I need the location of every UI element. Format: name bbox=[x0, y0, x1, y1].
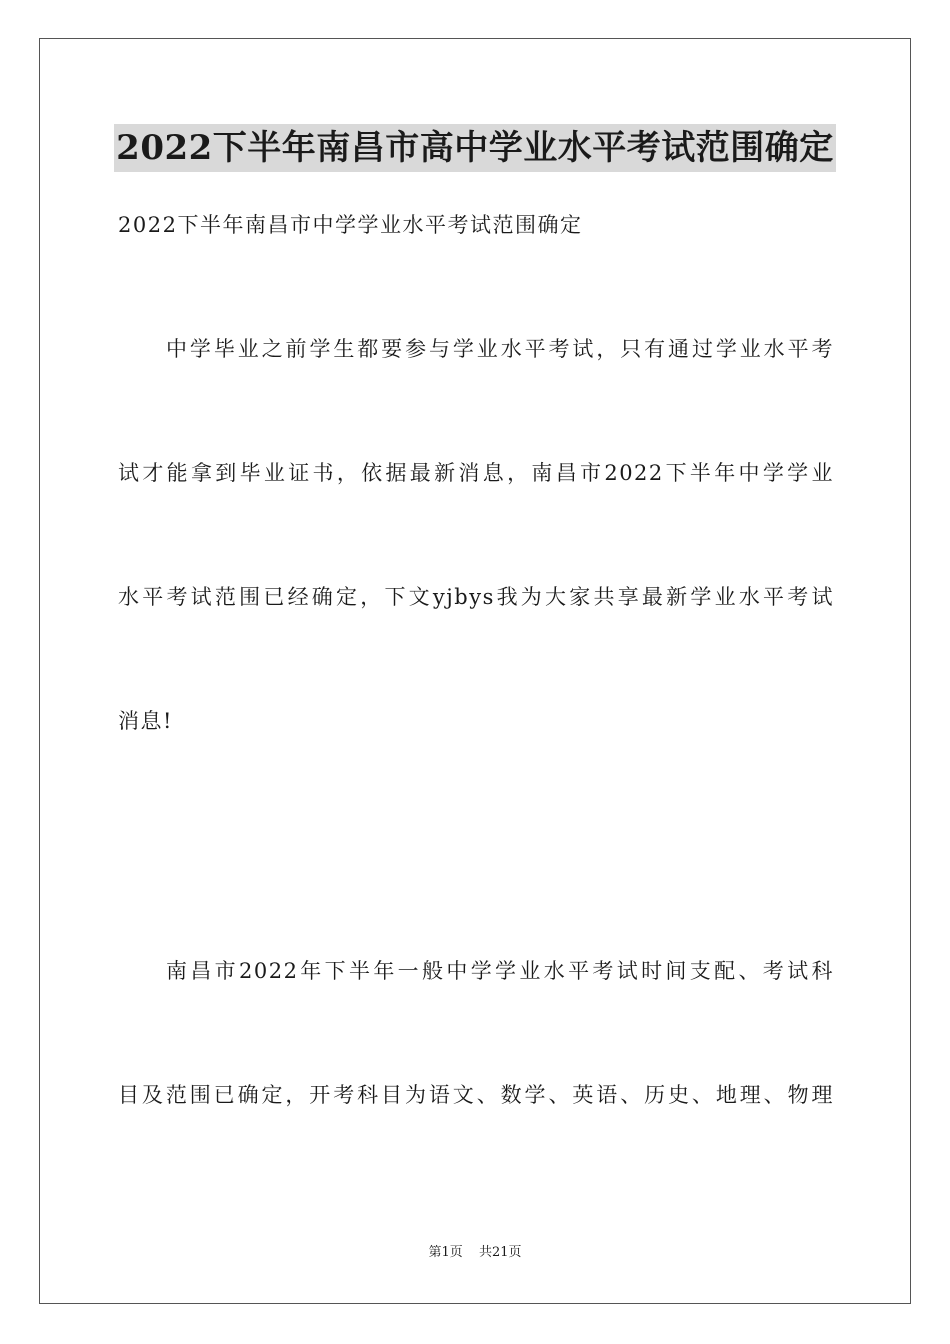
paragraph-2-line-1: 南昌市2022年下半年一般中学学业水平考试时间支配、考试科 bbox=[166, 959, 834, 983]
document-title: 2022下半年南昌市高中学业水平考试范围确定 bbox=[114, 124, 836, 172]
page-footer bbox=[0, 1244, 950, 1262]
document-subtitle: 2022下半年南昌市中学学业水平考试范围确定 bbox=[118, 213, 583, 237]
paragraph-1-line-3: 水平考试范围已经确定，下文yjbys我为大家共享最新学业水平考试 bbox=[118, 585, 834, 609]
paragraph-2-line-2: 目及范围已确定，开考科目为语文、数学、英语、历史、地理、物理 bbox=[118, 1083, 834, 1107]
paragraph-1-line-2: 试才能拿到毕业证书，依据最新消息，南昌市2022下半年中学学业 bbox=[118, 461, 834, 485]
page-number-current: 第1页 bbox=[428, 1245, 463, 1260]
paragraph-1-line-1: 中学毕业之前学生都要参与学业水平考试，只有通过学业水平考 bbox=[166, 337, 834, 361]
title-container bbox=[0, 124, 950, 172]
page-number-total: 共21页 bbox=[478, 1245, 522, 1260]
paragraph-1-line-4: 消息! bbox=[118, 709, 173, 733]
